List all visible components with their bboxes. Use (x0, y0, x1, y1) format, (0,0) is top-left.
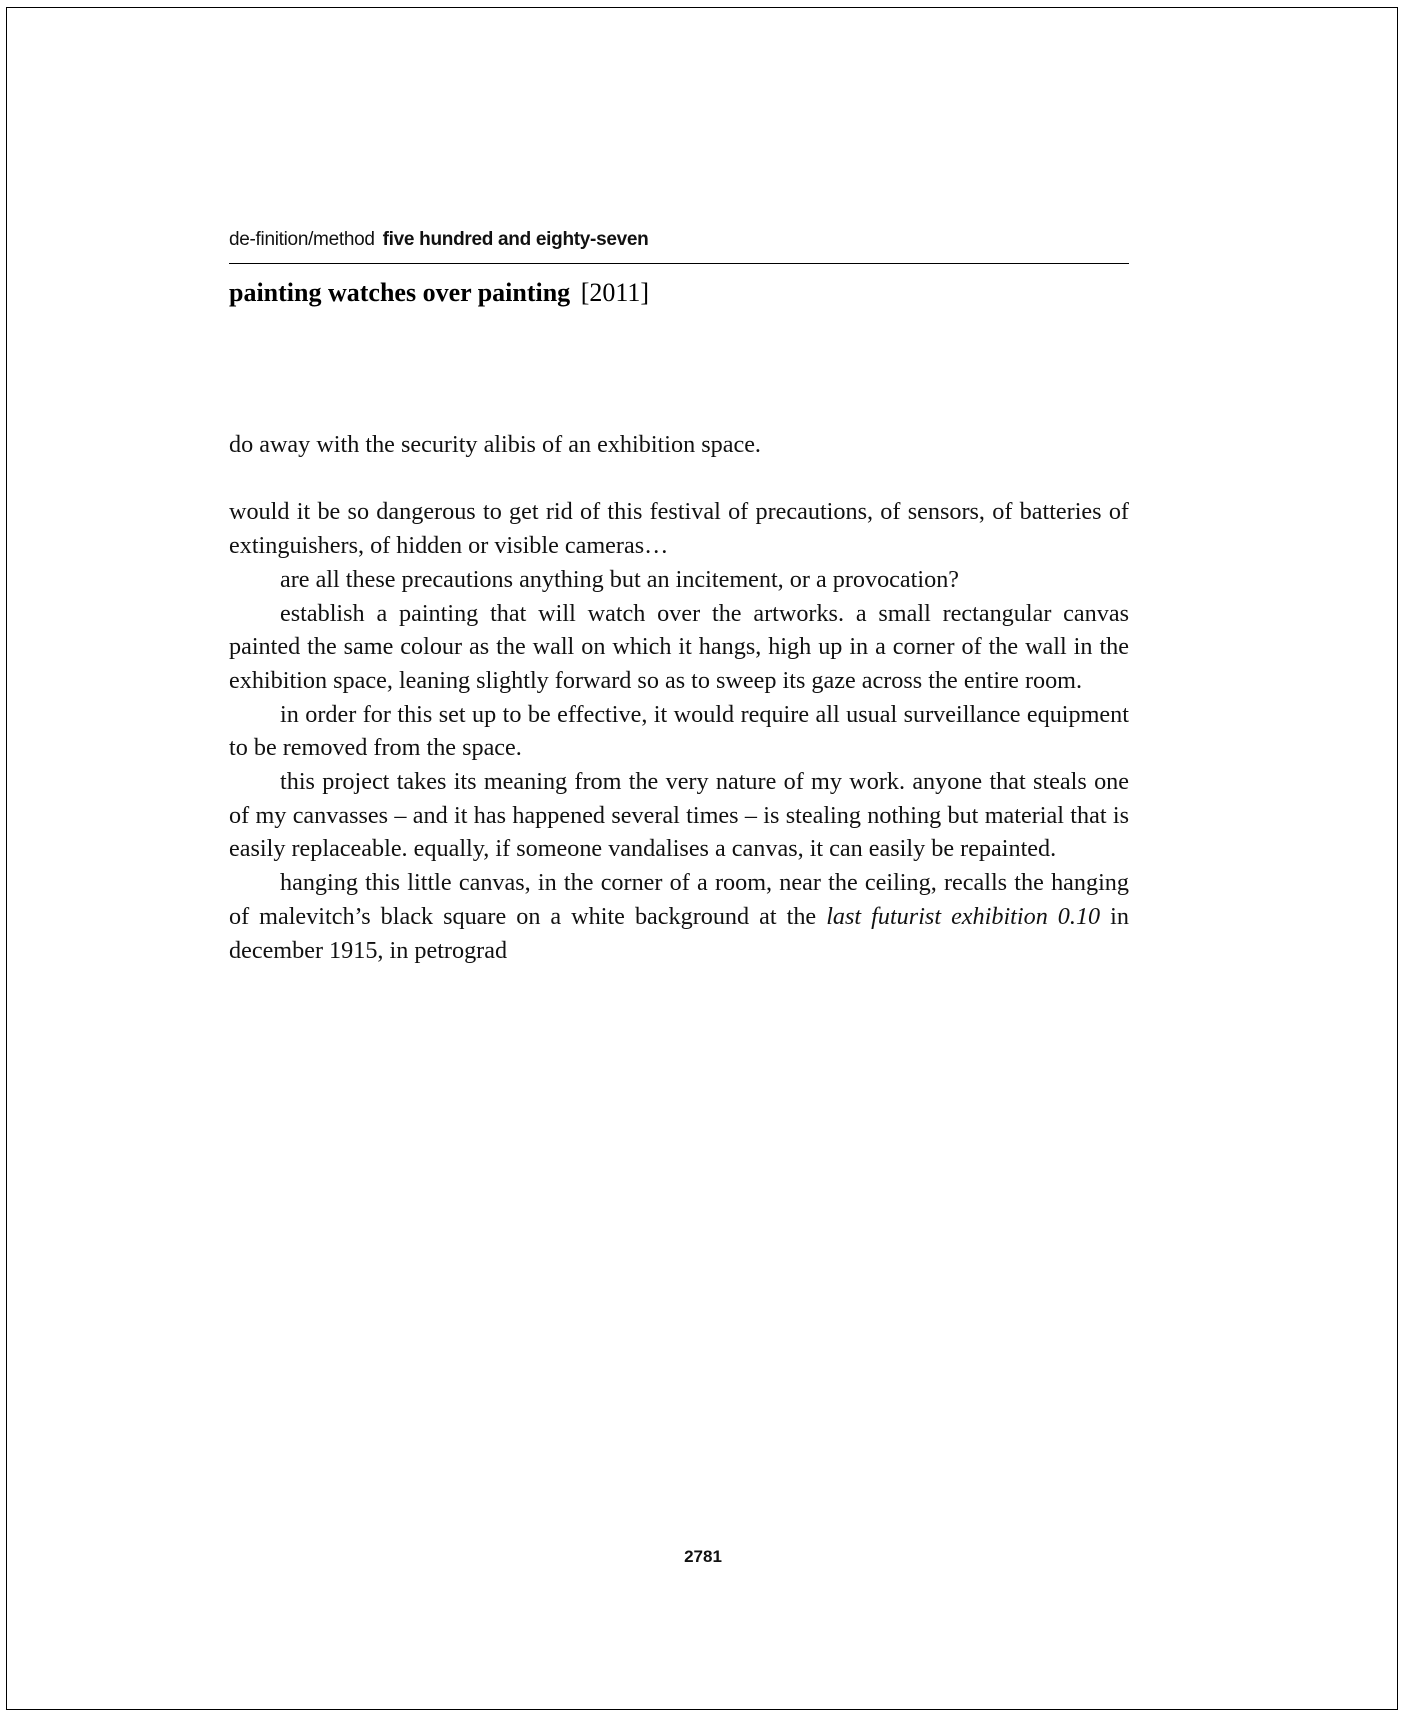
paragraph-2: would it be so dangerous to get rid of this festival of precautions, of sensors, of batteries of extinguishers, of hidden or visible cameras… (229, 498, 1129, 560)
exhibition-title: last futurist exhibition 0.10 (826, 902, 1101, 930)
title-year: [2011] (580, 278, 650, 307)
paragraph-7-end: in december 1915, in petrograd (229, 902, 1129, 964)
paragraph-4: establish a painting that will watch over the artworks. a small rectangular canvas painted the same colour as the wall on which it hangs, high up in a corner of the wall in the exhibition space, leaning slightly forward so as to sweep its gaze across the entire room. (229, 599, 1129, 694)
running-head-section: de-finition/method (229, 229, 375, 250)
page-title (229, 278, 649, 308)
paragraph-1: do away with the security alibis of an exhibition space. (229, 431, 761, 458)
paragraph-7-start: hanging this little canvas, in the corner of a room, near the ceiling, recalls the hanging of malevitch’s black square on a white background at the (229, 869, 1129, 930)
running-head (229, 229, 1129, 264)
body-text (229, 428, 1129, 967)
paragraph-5: in order for this set up to be effective, it would require all usual surveillance equipment to be removed from the space. (229, 700, 1129, 762)
paragraph-3: are all these precautions anything but an incitement, or a provocation? (280, 565, 960, 593)
running-head-chapter: five hundred and eighty-seven (382, 229, 649, 250)
paragraph-7 (229, 866, 1129, 967)
title-text: painting watches over painting (229, 278, 571, 307)
paragraph-6: this project takes its meaning from the very nature of my work. anyone that steals one of my canvasses – and it has happened several times – is stealing nothing but material that is easily replaceable. equally, if someone vandalises a canvas, it can easily be repainted. (229, 768, 1129, 863)
page-number: 2781 (684, 1547, 722, 1566)
